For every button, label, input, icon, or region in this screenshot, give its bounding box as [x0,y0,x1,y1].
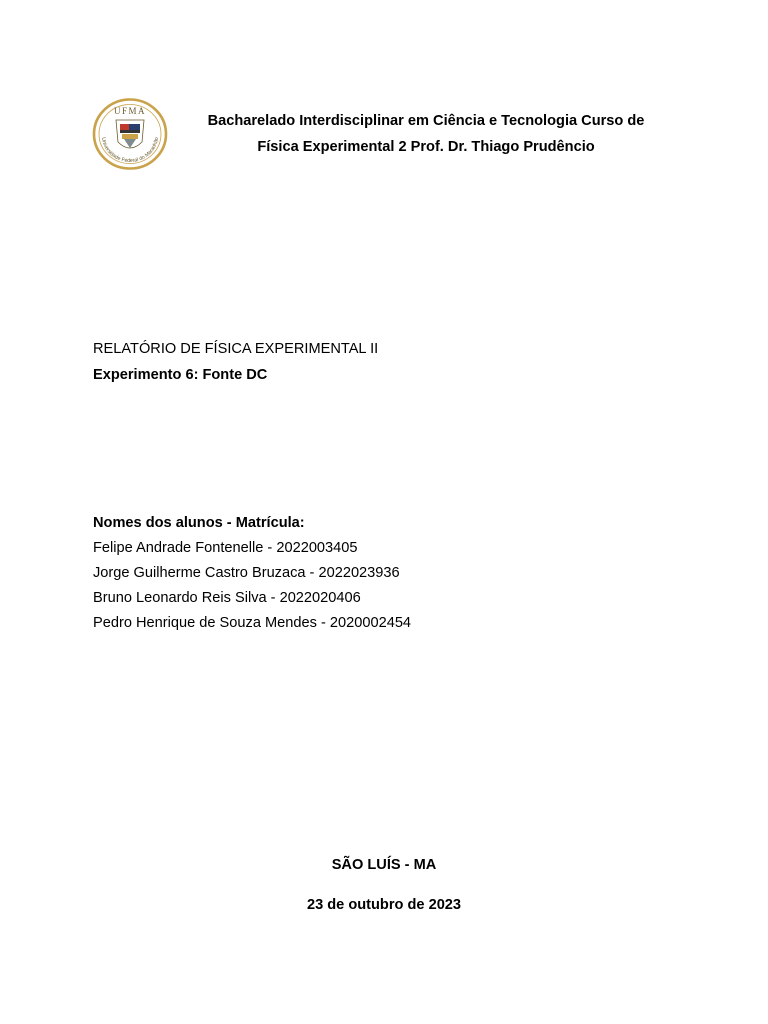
document-date: 23 de outubro de 2023 [306,897,462,913]
student-row: Felipe Andrade Fontenelle - 2022003405 [93,540,358,556]
students-heading: Nomes dos alunos - Matrícula: [93,515,305,531]
header-line-1: Bacharelado Interdisciplinar em Ciência e Tecnologia Curso de [207,113,645,129]
institution-header [180,108,672,160]
city-location: SÃO LUÍS - MA [331,857,437,873]
svg-text:UFMA: UFMA [113,106,147,116]
report-section [93,336,378,388]
student-row: Pedro Henrique de Souza Mendes - 2020002454 [93,615,412,631]
ufma-ring-text: Universidade Federal do Maranhão [99,136,160,165]
student-row: Jorge Guilherme Castro Bruzaca - 2022023936 [93,565,400,581]
header-line-2: Física Experimental 2 Prof. Dr. Thiago Prudêncio [257,139,595,155]
ufma-logo [92,98,168,170]
ufma-seal-icon [92,98,168,170]
students-section [93,511,411,636]
report-title: RELATÓRIO DE FÍSICA EXPERIMENTAL II [93,341,379,357]
student-row: Bruno Leonardo Reis Silva - 2022020406 [93,590,361,606]
experiment-title: Experimento 6: Fonte DC [93,367,268,383]
